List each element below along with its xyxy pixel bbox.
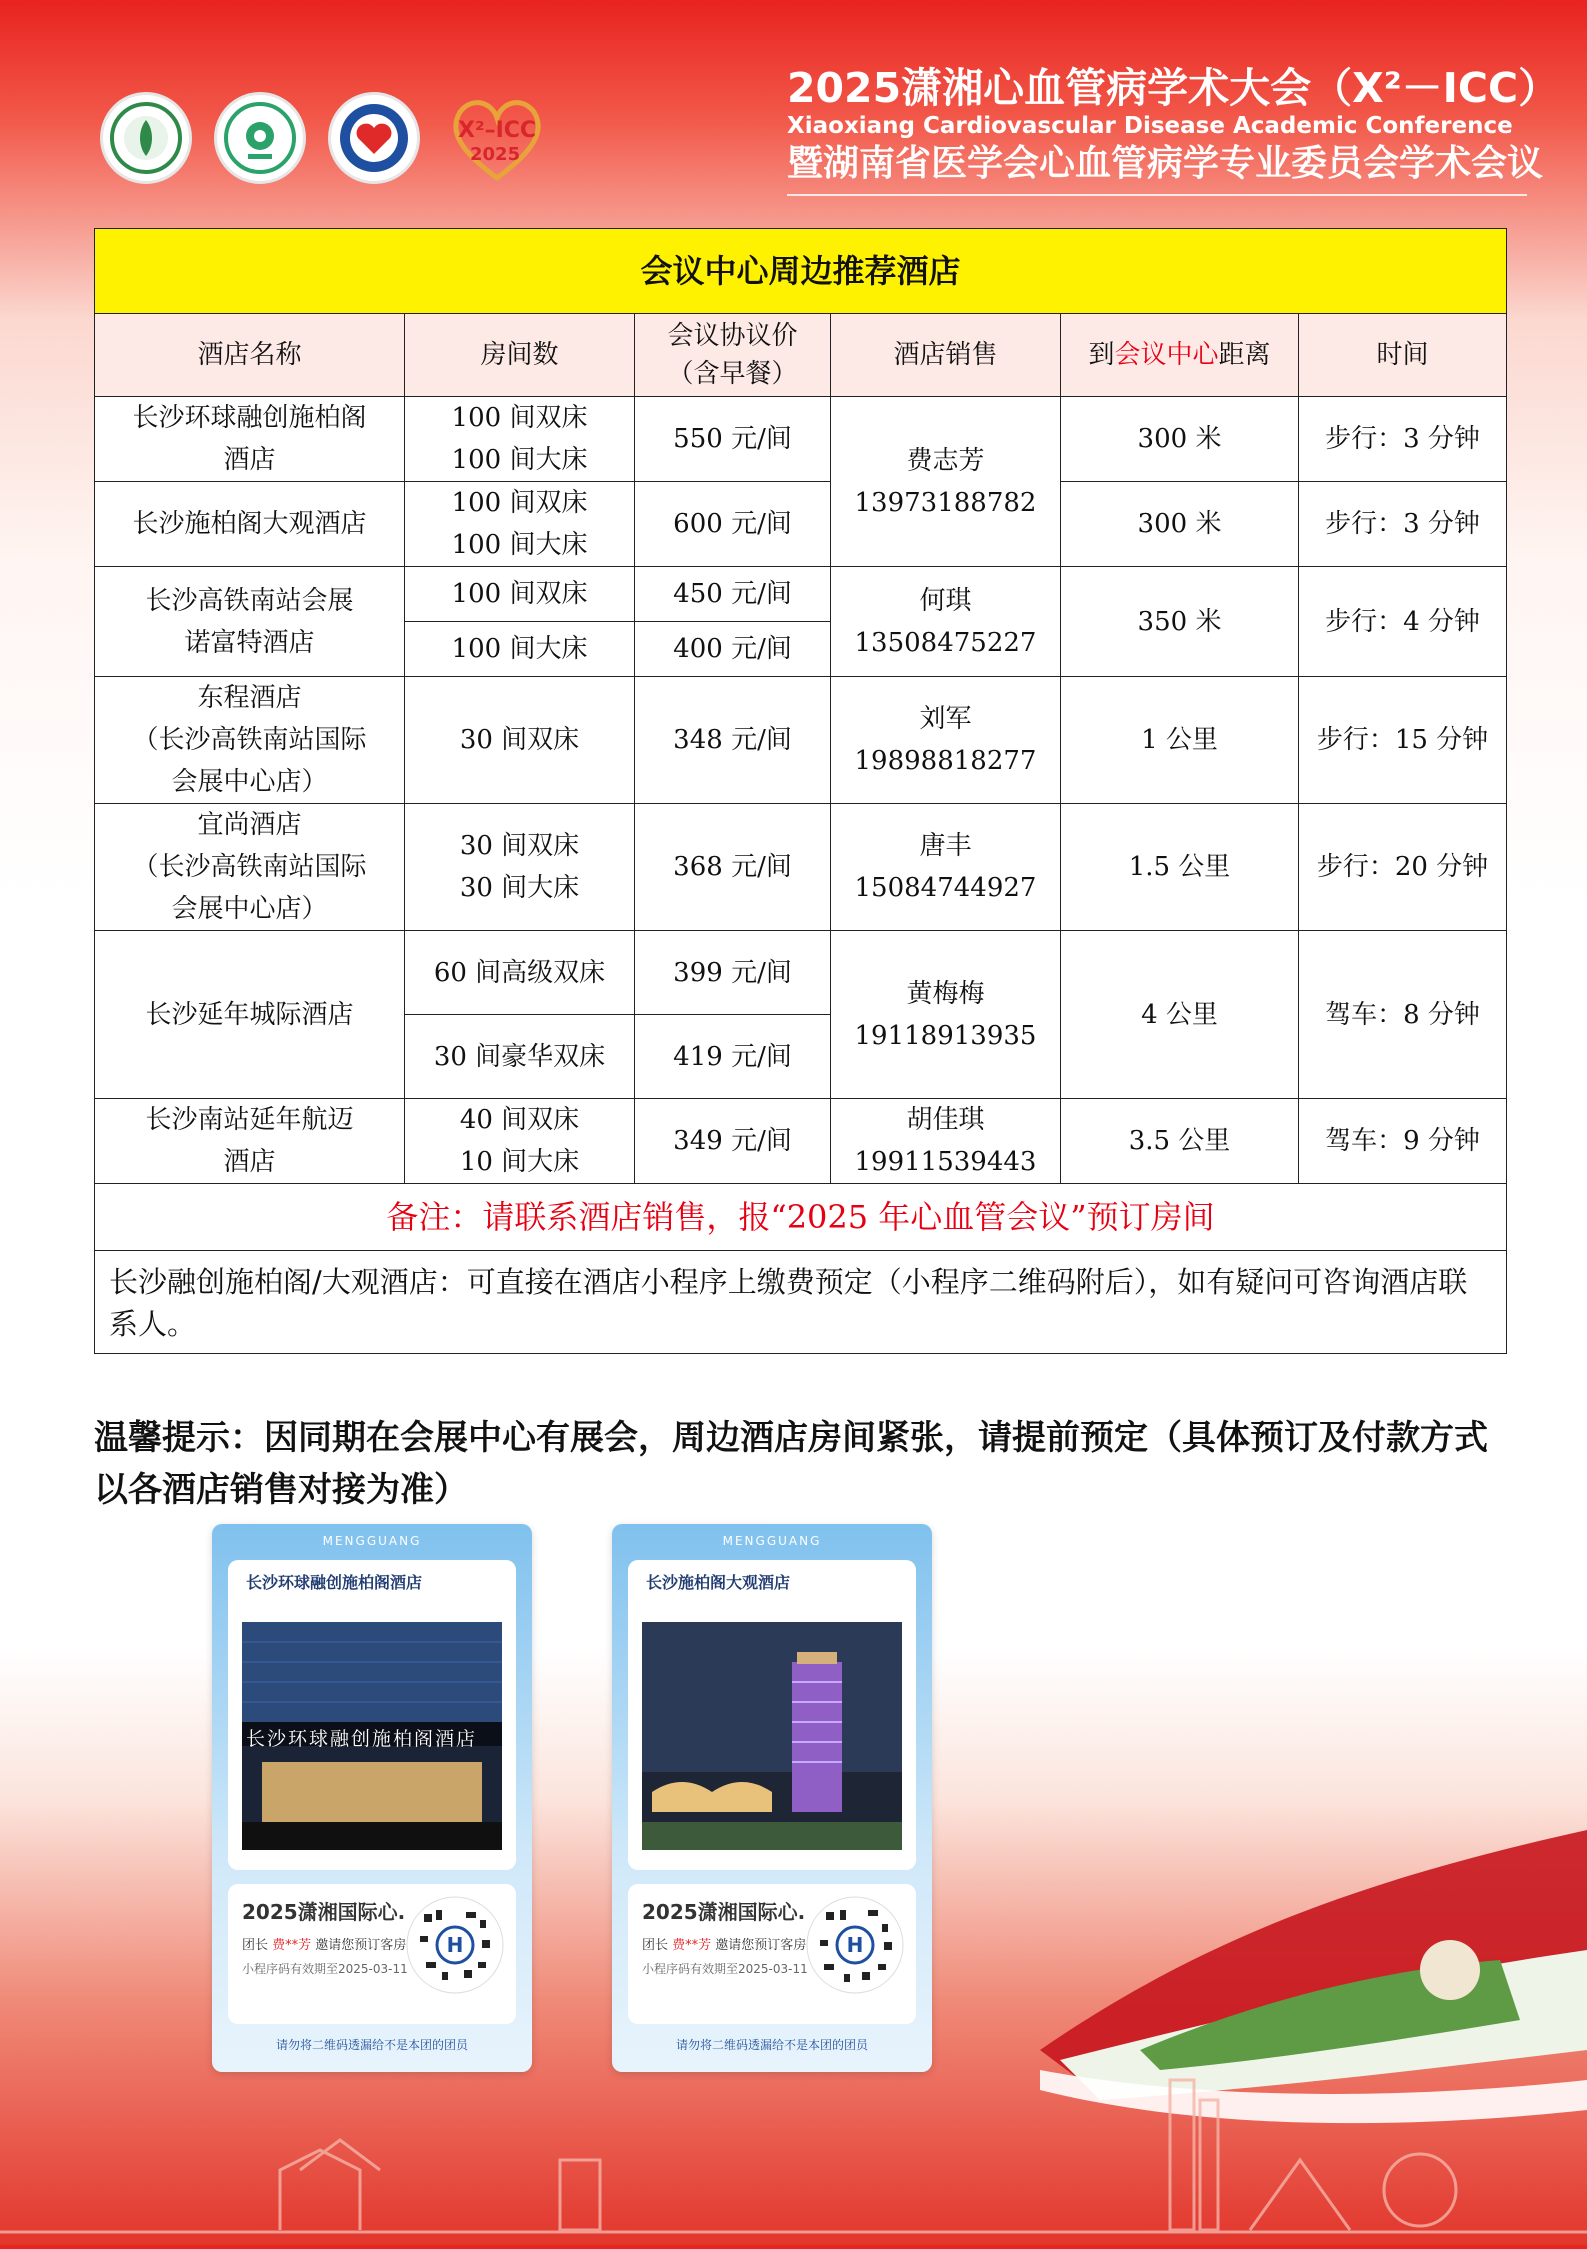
rooms-line: 30 间双床 <box>459 831 580 861</box>
sales-phone: 13508475227 <box>854 627 1037 658</box>
sales-phone: 15084744927 <box>854 873 1037 903</box>
header-distance-highlight: 会议中心 <box>1114 340 1219 370</box>
invite-host: 费**芳 <box>272 1938 312 1953</box>
card-expire: 小程序码有效期至2025-03-11 <box>642 1962 808 1976</box>
title-divider <box>787 194 1527 196</box>
hotel-table <box>94 228 1507 1354</box>
hotel-name-line: 长沙南站延年航迈 <box>145 1105 354 1135</box>
hotel-time: 驾车：9 分钟 <box>1299 1099 1507 1184</box>
hotel-price: 450 元/间 <box>635 567 831 622</box>
hotel-price: 600 元/间 <box>635 482 831 567</box>
hotel-name-line: 东程酒店 <box>197 683 302 713</box>
table-row <box>95 397 1507 482</box>
hotel-name <box>95 804 405 931</box>
table-row <box>95 1099 1507 1184</box>
rooms-line: 10 间大床 <box>459 1147 580 1177</box>
hotel-rooms <box>405 804 635 931</box>
hotel-sales <box>831 677 1061 804</box>
card-event-name: 2025潇湘国际心. <box>242 1900 406 1924</box>
hotel-sales-shared <box>831 397 1061 567</box>
sales-phone: 13973188782 <box>854 487 1037 518</box>
header-distance <box>1061 314 1299 397</box>
card-brand: MENGGUANG <box>722 1534 822 1548</box>
header-sales: 酒店销售 <box>831 314 1061 397</box>
card-brand: MENGGUANG <box>322 1534 422 1548</box>
hotel-name-line: 宜尚酒店 <box>197 810 302 840</box>
hotel-distance: 300 米 <box>1061 397 1299 482</box>
sales-name: 何琪 <box>919 585 972 616</box>
invite-suffix: 邀请您预订客房 <box>311 1938 407 1953</box>
hotel-time: 步行：3 分钟 <box>1299 482 1507 567</box>
icc-logo-year: 2025 <box>470 144 521 165</box>
hotel-time: 步行：3 分钟 <box>1299 397 1507 482</box>
hotel-name-line: 长沙环球融创施柏阁 <box>132 403 367 433</box>
hotel-price: 400 元/间 <box>635 622 831 677</box>
hotel-distance: 1 公里 <box>1061 677 1299 804</box>
hotel-time: 步行：20 分钟 <box>1299 804 1507 931</box>
rooms-line: 100 间大床 <box>451 445 588 475</box>
header-price-line1: 会议协议价 <box>667 321 798 351</box>
hotel-price: 419 元/间 <box>635 1015 831 1099</box>
hotel-rooms <box>405 1099 635 1184</box>
hotel-name-line: 诺富特酒店 <box>184 627 315 658</box>
hotel-price: 348 元/间 <box>635 677 831 804</box>
sales-name: 刘军 <box>919 704 972 734</box>
table-row <box>95 567 1507 622</box>
table-row <box>95 931 1507 1015</box>
card-hotel-name: 长沙施柏阁大观酒店 <box>646 1573 791 1592</box>
hotel-rooms: 30 间豪华双床 <box>405 1015 635 1099</box>
logo-row <box>100 92 552 184</box>
hotel-time: 步行：15 分钟 <box>1299 677 1507 804</box>
hotel-distance: 3.5 公里 <box>1061 1099 1299 1184</box>
hotel-name <box>95 1099 405 1184</box>
hotel-sign-text: 长沙环球融创施柏阁酒店 <box>246 1728 478 1750</box>
rooms-line: 100 间双床 <box>451 488 588 518</box>
hotel-time: 驾车：8 分钟 <box>1299 931 1507 1099</box>
hotel-rooms: 30 间双床 <box>405 677 635 804</box>
invite-prefix: 团长 <box>642 1938 673 1953</box>
sales-name: 黄梅梅 <box>906 978 985 1009</box>
hotel-name-line: 会展中心店） <box>171 894 328 924</box>
header-price <box>635 314 831 397</box>
hotel-name: 长沙延年城际酒店 <box>95 931 405 1099</box>
hotel-price: 349 元/间 <box>635 1099 831 1184</box>
hotel-table-container <box>94 228 1506 1354</box>
hotel-price: 550 元/间 <box>635 397 831 482</box>
header-distance-pre: 到 <box>1088 340 1115 370</box>
hotel-sales <box>831 931 1061 1099</box>
hotel-sales <box>831 804 1061 931</box>
hotel-name <box>95 677 405 804</box>
hotel-name <box>95 397 405 482</box>
svg-text:H: H <box>446 1933 464 1957</box>
hotel-name-line: 酒店 <box>223 445 276 475</box>
rooms-line: 100 间大床 <box>451 530 588 560</box>
hotel-distance: 4 公里 <box>1061 931 1299 1099</box>
hotel-name-line: 酒店 <box>223 1147 276 1177</box>
hotel-sales <box>831 567 1061 677</box>
rooms-line: 100 间双床 <box>451 403 588 433</box>
card-expire: 小程序码有效期至2025-03-11 <box>242 1962 408 1976</box>
sales-name: 唐丰 <box>919 831 972 861</box>
header-hotel-name: 酒店名称 <box>95 314 405 397</box>
hotel-distance: 350 米 <box>1061 567 1299 677</box>
hospital-society-logo <box>214 92 306 184</box>
table-caption: 会议中心周边推荐酒店 <box>95 229 1507 314</box>
hotel-rooms <box>405 397 635 482</box>
sales-name: 费志芳 <box>906 445 985 476</box>
header-distance-post: 距离 <box>1218 340 1271 370</box>
hotel-sales <box>831 1099 1061 1184</box>
table-row <box>95 677 1507 804</box>
hunan-medical-association-logo <box>100 92 192 184</box>
hotel-name <box>95 567 405 677</box>
booking-info: 长沙融创施柏阁/大观酒店：可直接在酒店小程序上缴费预定（小程序二维码附后），如有疑问可咨询酒店联系人。 <box>95 1251 1507 1354</box>
table-note-row <box>95 1184 1507 1251</box>
conference-title-block <box>787 64 1560 196</box>
card-warning: 请勿将二维码透漏给不是本团的团员 <box>275 2038 468 2052</box>
conference-title: 2025潇湘心血管病学术大会（X²－ICC） <box>787 64 1560 112</box>
svg-text:H: H <box>846 1933 864 1957</box>
hotel-rooms: 100 间大床 <box>405 622 635 677</box>
sales-phone: 19898818277 <box>854 746 1037 776</box>
card-warning: 请勿将二维码透漏给不是本团的团员 <box>675 2038 868 2052</box>
table-header-row <box>95 314 1507 397</box>
hotel-name-line: （长沙高铁南站国际 <box>132 852 367 882</box>
hotel-time: 步行：4 分钟 <box>1299 567 1507 677</box>
table-row <box>95 482 1507 567</box>
header-rooms: 房间数 <box>405 314 635 397</box>
hotel-price: 368 元/间 <box>635 804 831 931</box>
hotel-rooms: 100 间双床 <box>405 567 635 622</box>
header-time: 时间 <box>1299 314 1507 397</box>
sales-phone: 19911539443 <box>854 1147 1037 1177</box>
sales-phone: 19118913935 <box>854 1020 1037 1051</box>
table-info-row <box>95 1251 1507 1354</box>
hotel-name: 长沙施柏阁大观酒店 <box>95 482 405 567</box>
hotel-name-line: 长沙高铁南站会展 <box>145 585 354 616</box>
hotel-name-line: （长沙高铁南站国际 <box>132 725 367 755</box>
hotel-distance: 300 米 <box>1061 482 1299 567</box>
table-row <box>95 804 1507 931</box>
booking-note: 备注：请联系酒店销售，报“2025 年心血管会议”预订房间 <box>95 1184 1507 1251</box>
conference-subtitle: 暨湖南省医学会心血管病学专业委员会学术会议 <box>787 143 1544 184</box>
rooms-line: 30 间大床 <box>459 873 580 903</box>
heart-hands-logo <box>328 92 420 184</box>
page-header <box>0 0 1587 210</box>
icc-logo-text: X²–ICC <box>458 118 537 143</box>
x2-icc-logo <box>442 92 552 184</box>
hotel-name-line: 会展中心店） <box>171 767 328 797</box>
conference-title-english: Xiaoxiang Cardiovascular Disease Academic Conference <box>787 113 1513 139</box>
card-hotel-name: 长沙环球融创施柏阁酒店 <box>246 1573 423 1592</box>
invite-host: 费**芳 <box>672 1938 712 1953</box>
sales-name: 胡佳琪 <box>906 1105 985 1135</box>
warm-reminder: 温馨提示：因同期在会展中心有展会，周边酒店房间紧张，请提前预定（具体预订及付款方式以各酒店销售对接为准） <box>94 1418 1488 1510</box>
footer-decoration <box>0 1720 1587 2245</box>
hotel-rooms <box>405 482 635 567</box>
invite-suffix: 邀请您预订客房 <box>711 1938 807 1953</box>
rooms-line: 40 间双床 <box>459 1105 580 1135</box>
hotel-price: 399 元/间 <box>635 931 831 1015</box>
hotel-distance: 1.5 公里 <box>1061 804 1299 931</box>
hotel-rooms: 60 间高级双床 <box>405 931 635 1015</box>
table-caption-row <box>95 229 1507 314</box>
invite-prefix: 团长 <box>242 1938 273 1953</box>
card-event-name: 2025潇湘国际心. <box>642 1900 806 1924</box>
header-price-line2: （含早餐） <box>667 359 798 389</box>
